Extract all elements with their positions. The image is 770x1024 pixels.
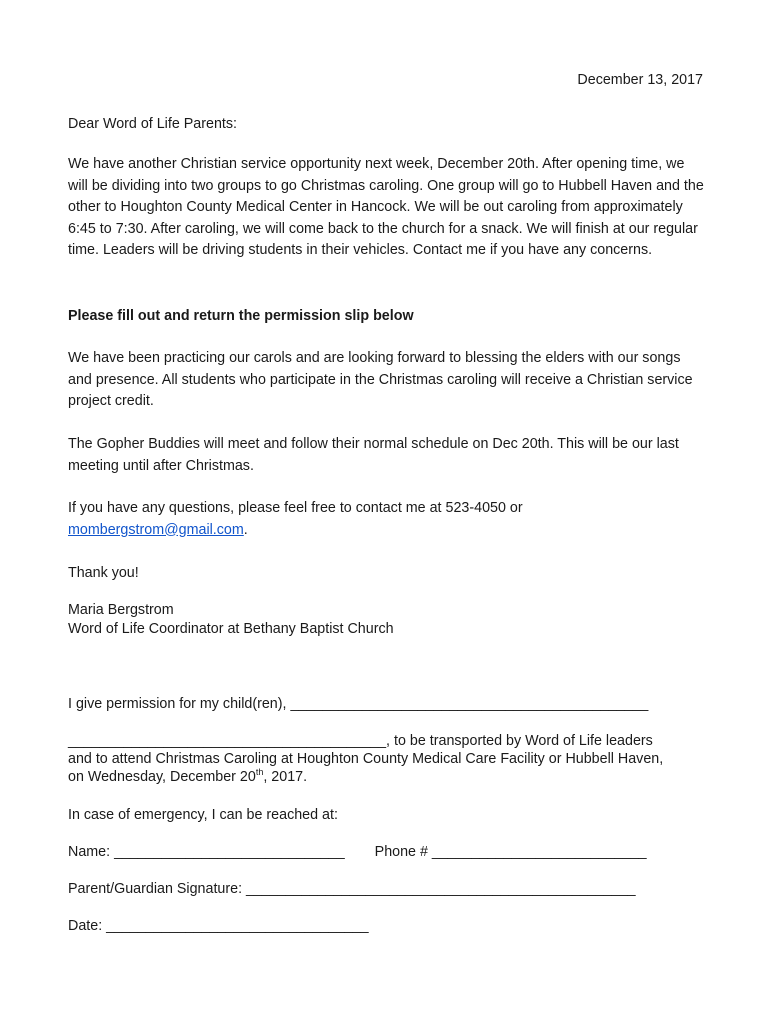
bold-instruction: Please fill out and return the permission slip below — [68, 308, 414, 324]
signer-name: Maria Bergstrom — [68, 602, 174, 618]
permission-date-line — [68, 768, 663, 786]
signer-title: Word of Life Coordinator at Bethany Baptist Church — [68, 621, 394, 637]
name-field[interactable]: Name: _____________________________ — [68, 844, 345, 860]
permission-date-post: , 2017. — [263, 769, 308, 785]
parent-signature-field[interactable]: Parent/Guardian Signature: _________________________________________________ — [68, 881, 636, 897]
name-phone-row — [68, 843, 647, 861]
paragraph-contact — [68, 498, 708, 541]
permission-date-pre: on Wednesday, December 20 — [68, 769, 256, 785]
contact-text: If you have any questions, please feel free to contact me at 523-4050 or — [68, 500, 523, 516]
signature-block — [68, 601, 708, 639]
permission-child-line[interactable]: I give permission for my child(ren), _____________________________________________ — [68, 696, 649, 712]
permission-caroling-line: and to attend Christmas Caroling at Houghton County Medical Care Facility or Hubbell Haven, — [68, 751, 664, 767]
email-link[interactable]: mombergstrom@gmail.com — [68, 521, 244, 538]
permission-transport-block — [68, 732, 663, 786]
permission-date-sup: th — [255, 767, 264, 778]
emergency-heading: In case of emergency, I can be reached at: — [68, 807, 338, 823]
paragraph-gopher-buddies: The Gopher Buddies will meet and follow their normal schedule on Dec 20th. This will be our last meeting until after Christmas. — [68, 436, 679, 474]
paragraph-service-opportunity: We have another Christian service opportunity next week, December 20th. After opening time, we will be dividing into two groups to go Christmas caroling. One group will go to Hubbell Haven and the other to Houghton County Medical Center in Hancock. We will be out caroling from approximately 6:45 to 7:30. After caroling, we will come back to the church for a snack. We will finish at our regular time. Leaders will be driving students in their vehicles. Contact me if you have any concerns. — [68, 156, 704, 258]
date-field[interactable]: Date: _________________________________ — [68, 918, 369, 934]
permission-transport-line[interactable]: ________________________________________, to be transported by Word of Life leaders — [68, 733, 653, 749]
thanks-line: Thank you! — [68, 565, 139, 581]
phone-field[interactable]: Phone # ___________________________ — [374, 844, 647, 860]
contact-period: . — [243, 521, 248, 538]
greeting: Dear Word of Life Parents: — [68, 116, 237, 132]
letter-date: December 13, 2017 — [577, 72, 703, 88]
paragraph-carols: We have been practicing our carols and are looking forward to blessing the elders with our songs and presence. All students who participate in the Christmas caroling will receive a Christian service project credit. — [68, 350, 693, 409]
